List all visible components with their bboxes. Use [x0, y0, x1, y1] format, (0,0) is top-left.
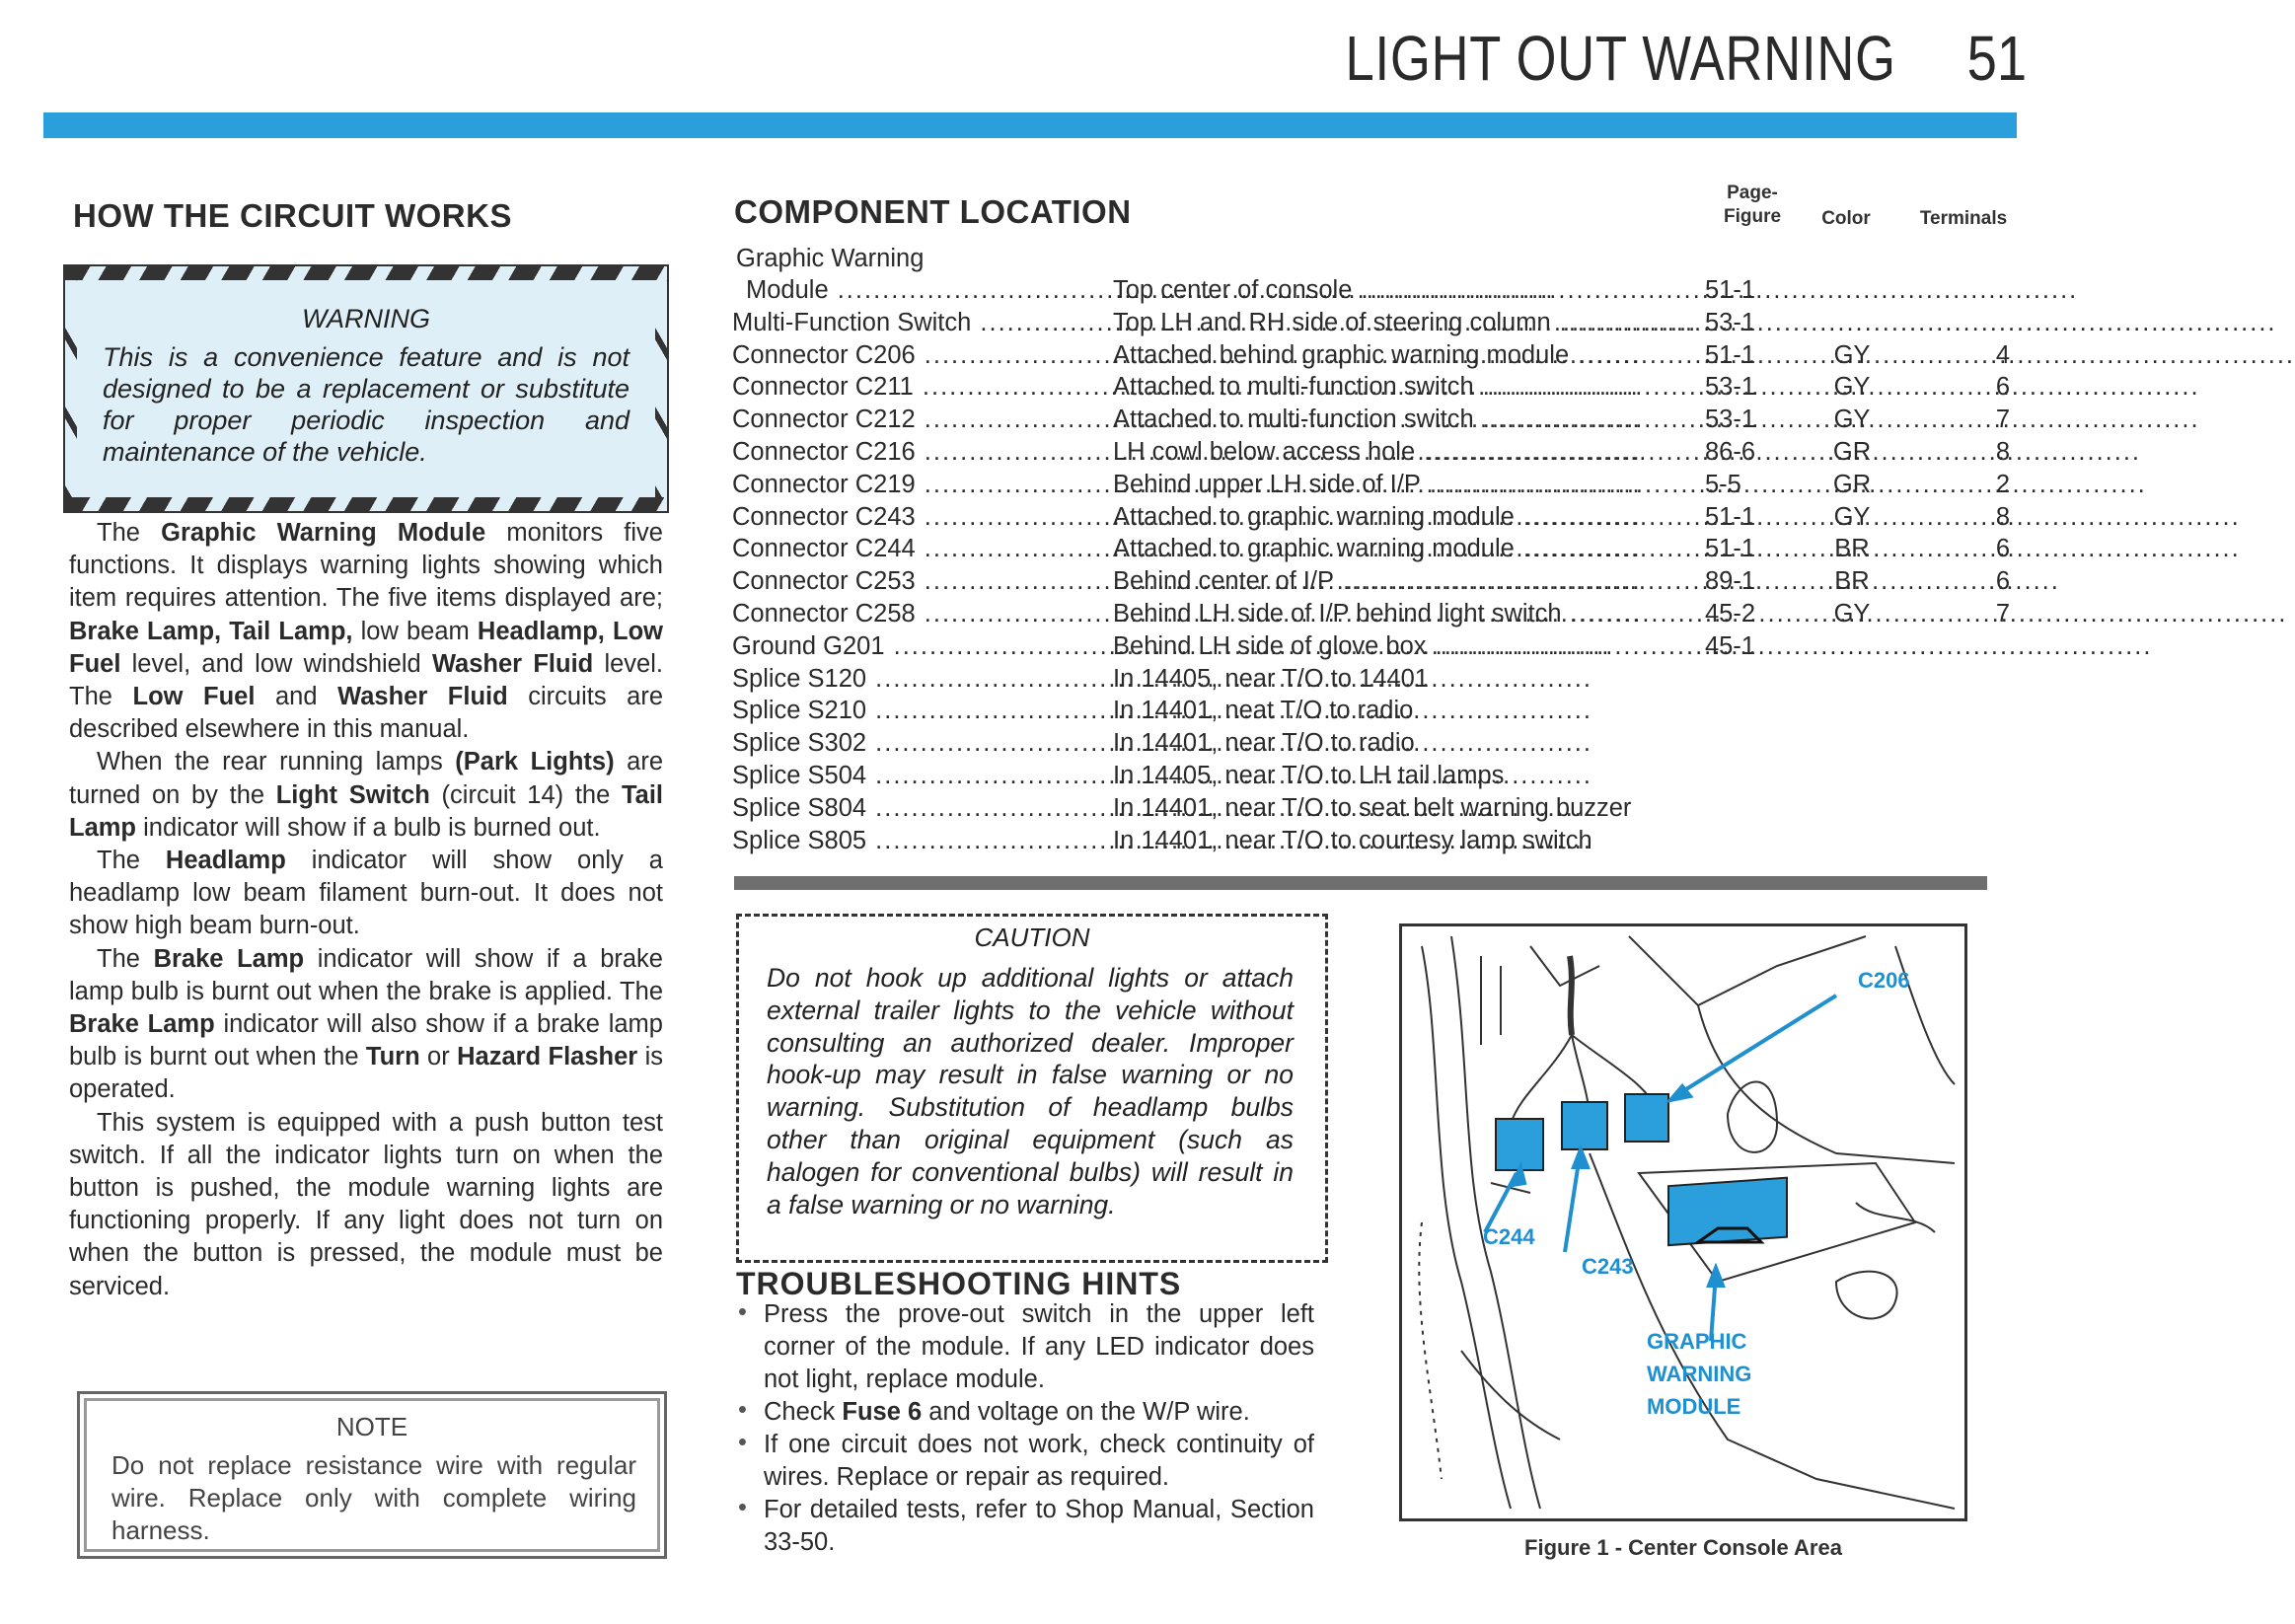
table-row: [732, 503, 2015, 535]
paragraph-4: The Brake Lamp indicator will show if a brake lamp bulb is burnt out when the brake is applied. The Brake Lamp indicator will also show if a brake lamp bulb is burnt out when the Turn or Hazard Flasher is operated.: [69, 944, 664, 1104]
component-name: Splice S210 .....: [732, 697, 1085, 725]
component-location-heading: COMPONENT LOCATION: [734, 193, 1132, 230]
component-location: Attached to graphic warning module .....: [1113, 503, 1443, 532]
col-header-color: Color: [1821, 208, 1871, 229]
component-terminals: 8: [1995, 502, 2010, 531]
table-row: [732, 600, 2015, 631]
component-color: BR: [1834, 535, 1870, 563]
page-header-title: LIGHT OUT WARNING: [1345, 23, 1896, 94]
component-color: GR: [1832, 470, 1872, 498]
label-graphic-warning-module: GRAPHIC WARNING MODULE: [1647, 1329, 1752, 1419]
how-circuit-works-heading: HOW THE CIRCUIT WORKS: [73, 197, 512, 234]
table-row: [732, 665, 2015, 697]
note-text: Do not replace resistance wire with regular wire. Replace only with complete wiring harness.: [111, 1450, 636, 1545]
list-item: • If one circuit does not work, check continuity of wires. Replace or repair as required.: [736, 1429, 1314, 1494]
component-location: In 14401, near T/O to seat belt warning buzzer: [1113, 793, 1632, 822]
component-location: Top center of console .....: [1113, 276, 1443, 305]
component-name: Connector C244 .....: [732, 535, 1085, 563]
caution-box: [736, 914, 1328, 1263]
component-location: In 14405, near T/O to 14401: [1113, 664, 1429, 693]
component-name: Connector C211 .....: [732, 373, 1085, 402]
component-page-figure: 45-1: [1705, 631, 1756, 660]
component-color: GY: [1833, 373, 1871, 402]
arrow-c243: [1565, 1155, 1580, 1252]
graphic-warning-module: [1668, 1178, 1787, 1245]
component-location: In 14401, near T/O to radio: [1113, 729, 1415, 758]
paragraph-5: This system is equipped with a push button test switch. If all the indicator lights turn on when the button is pushed, the module warning lights are functioning properly. If any light does not turn on when the button is pressed, the module must be serviced.: [69, 1108, 663, 1300]
connector-c206: [1625, 1094, 1668, 1142]
table-row: [732, 827, 2015, 858]
label-c244: C244: [1483, 1224, 1535, 1249]
table-row: [732, 535, 2015, 566]
table-row: [732, 276, 2015, 308]
component-page-figure: 51-1: [1705, 340, 1756, 369]
component-location: Behind upper LH side of I/P .....: [1113, 471, 1443, 499]
list-item: • Press the prove-out switch in the upper left corner of the module. If any LED indicator does not light, replace module.: [736, 1298, 1314, 1396]
component-name: Connector C253 .....: [732, 567, 1085, 596]
note-title: NOTE: [335, 1412, 408, 1441]
component-color: GY: [1833, 502, 1871, 531]
caution-title: CAUTION: [974, 923, 1090, 952]
component-name: Connector C212 .....: [732, 406, 1085, 434]
component-page-figure: 89-1: [1705, 567, 1756, 596]
paragraph-3: The Headlamp indicator will show only a headlamp low beam filament burn-out. It does not show high beam burn-out.: [69, 847, 663, 940]
component-location: Attached to multi-function switch .....: [1113, 373, 1443, 402]
component-color: GR: [1832, 438, 1872, 466]
component-location: Attached behind graphic warning module .....: [1113, 341, 1443, 370]
caution-text: Do not hook up additional lights or attach external trailer lights to the vehicle without consulting an authorized dealer. Improper hook-up may result in false warning or no warning. Substitution of headlamp bulbs other than original equipment (such as halogen for conventional bulbs) will result in a false warning or no warning.: [767, 963, 1294, 1219]
component-name: Connector C219 .....: [732, 471, 1085, 499]
component-location: In 14401, neat T/O to radio: [1113, 697, 1414, 725]
component-location: LH cowl below access hole .....: [1113, 438, 1443, 467]
table-row: [732, 406, 2015, 437]
table-row: [732, 697, 2015, 728]
table-row: [732, 341, 2015, 373]
arrow-c206: [1678, 996, 1836, 1094]
header-blue-bar: [43, 112, 2017, 138]
table-row: [732, 567, 2015, 599]
component-name: Module .....: [732, 276, 1099, 305]
component-page-figure: 86-6: [1705, 438, 1756, 466]
component-name: Splice S302 .....: [732, 729, 1085, 758]
component-page-figure: 51-1: [1705, 535, 1756, 563]
warning-title: WARNING: [301, 304, 430, 333]
label-c243: C243: [1582, 1254, 1634, 1279]
component-name: Connector C258 .....: [732, 600, 1085, 628]
component-terminals: 7: [1995, 406, 2010, 434]
component-name: Splice S504 .....: [732, 762, 1085, 790]
label-c206: C206: [1858, 968, 1910, 993]
component-terminals: 6: [1995, 535, 2010, 563]
list-item: • For detailed tests, refer to Shop Manual, Section 33-50.: [736, 1494, 1314, 1559]
table-row: [732, 729, 2015, 761]
component-name: Connector C206 .....: [732, 341, 1085, 370]
troubleshooting-heading: TROUBLESHOOTING HINTS: [736, 1266, 1182, 1301]
col-header-page-figure: Page- Figure: [1723, 183, 1782, 227]
note-box: [77, 1391, 667, 1559]
component-name: Multi-Function Switch .....: [732, 309, 1085, 337]
component-location: In 14401, near T/O to courtesy lamp switch: [1113, 826, 1592, 854]
component-name: Ground G201 .....: [732, 632, 1085, 661]
component-terminals: 4: [1995, 340, 2010, 369]
table-row: [732, 438, 2015, 470]
component-color: GY: [1833, 406, 1871, 434]
table-row: [732, 632, 2015, 664]
list-item: • Check Fuse 6 and voltage on the W/P wire.: [736, 1396, 1314, 1429]
section-divider: [734, 876, 1987, 890]
center-console-figure: [1399, 923, 1967, 1521]
component-name: Splice S805 .....: [732, 827, 1085, 855]
component-terminals: 6: [1995, 567, 2010, 596]
component-location: Top LH and RH side of steering column .....: [1113, 309, 1443, 337]
connector-c243: [1562, 1102, 1607, 1149]
table-row: [732, 309, 2015, 340]
component-color: GY: [1833, 340, 1871, 369]
component-terminals: 6: [1995, 373, 2010, 402]
component-page-figure: 51-1: [1705, 502, 1756, 531]
warning-box: [63, 264, 669, 513]
component-terminals: 8: [1995, 438, 2010, 466]
component-location: Attached to multi-function switch .....: [1113, 406, 1443, 434]
component-location: In 14405, near T/O to LH tail lamps: [1113, 762, 1505, 789]
component-color: GY: [1833, 600, 1871, 627]
table-row: [732, 373, 2015, 405]
component-terminals: 7: [1995, 600, 2010, 627]
component-page-figure: 53-1: [1705, 308, 1756, 336]
console-illustration: [1402, 926, 1964, 1518]
component-name: Connector C216 .....: [732, 438, 1085, 467]
component-color: BR: [1834, 567, 1870, 596]
table-row: [732, 794, 2015, 826]
component-location: Behind center of I/P .....: [1113, 567, 1443, 596]
component-page-figure: 53-1: [1705, 406, 1756, 434]
circuit-description: [69, 517, 663, 1303]
troubleshooting-list: [736, 1298, 1314, 1559]
paragraph-2: When the rear running lamps (Park Lights) are turned on by the Light Switch (circuit 14) the Tail Lamp indicator will show if a bulb is burned out.: [69, 748, 664, 842]
component-name: Splice S120 .....: [732, 665, 1085, 694]
paragraph-1: The Graphic Warning Module monitors five functions. It displays warning lights showing which item requires attention. The five items displayed are; Brake Lamp, Tail Lamp, low beam Headlamp, Low Fuel level, and low windshield Washer Fluid level. The Low Fuel and Washer Fluid circuits are described elsewhere in this manual.: [69, 519, 664, 744]
warning-text: This is a convenience feature and is not designed to be a replacement or substitute for proper periodic inspection and maintenance of the vehicle.: [103, 342, 629, 467]
page-number: 51: [1966, 23, 2027, 94]
component-name: Connector C243 .....: [732, 503, 1085, 532]
component-page-figure: 53-1: [1705, 373, 1756, 402]
table-row: [732, 471, 2015, 502]
component-location: Behind LH side of I/P behind light switch .....: [1113, 600, 1443, 628]
component-page-figure: 45-2: [1705, 600, 1756, 627]
component-page-figure: 5-5: [1705, 470, 1741, 498]
component-name: Splice S804 .....: [732, 794, 1085, 823]
figure-caption: Figure 1 - Center Console Area: [1524, 1535, 1842, 1560]
table-row: [732, 762, 2015, 793]
component-terminals: 2: [1995, 470, 2010, 498]
col-header-terminals: Terminals: [1919, 208, 2008, 229]
component-location: Attached to graphic warning module .....: [1113, 535, 1443, 563]
table-row: Graphic Warning: [736, 245, 925, 272]
connector-c244: [1496, 1119, 1543, 1170]
component-location: Behind LH side of glove box .....: [1113, 632, 1443, 661]
component-page-figure: 51-1: [1705, 276, 1756, 304]
